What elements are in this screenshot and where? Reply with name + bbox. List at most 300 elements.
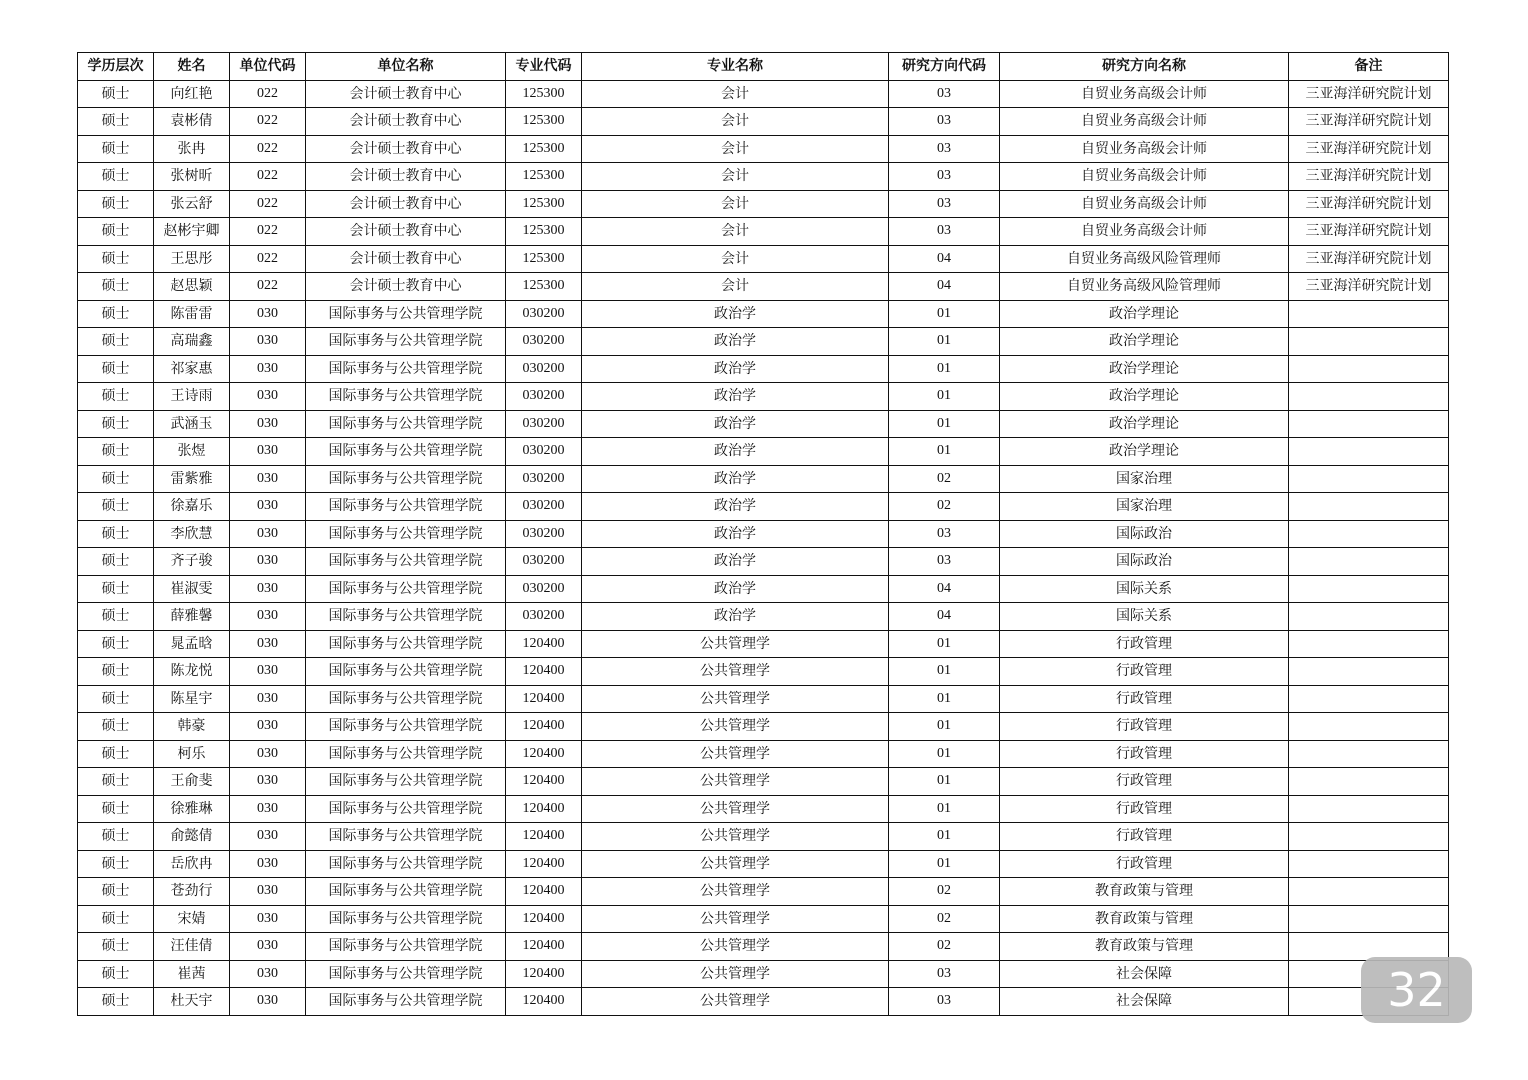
table-cell: 120400 xyxy=(506,740,582,768)
table-cell: 03 xyxy=(889,80,1000,108)
table-cell: 国际事务与公共管理学院 xyxy=(306,685,506,713)
table-cell: 硕士 xyxy=(78,245,154,273)
table-cell: 125300 xyxy=(506,135,582,163)
table-cell: 李欣慧 xyxy=(154,520,230,548)
table-row xyxy=(78,108,1449,136)
table-cell: 硕士 xyxy=(78,713,154,741)
table-cell: 030 xyxy=(230,465,306,493)
table-cell: 硕士 xyxy=(78,905,154,933)
table-cell: 硕士 xyxy=(78,163,154,191)
table-cell: 030 xyxy=(230,685,306,713)
table-cell: 俞懿倩 xyxy=(154,823,230,851)
table-cell: 02 xyxy=(889,493,1000,521)
table-cell: 125300 xyxy=(506,80,582,108)
header-cell: 研究方向名称 xyxy=(1000,53,1289,81)
table-cell: 120400 xyxy=(506,630,582,658)
table-cell: 国际事务与公共管理学院 xyxy=(306,575,506,603)
table-cell: 硕士 xyxy=(78,768,154,796)
table-cell: 030200 xyxy=(506,410,582,438)
table-cell: 硕士 xyxy=(78,603,154,631)
table-cell: 自贸业务高级会计师 xyxy=(1000,218,1289,246)
table-cell: 王思彤 xyxy=(154,245,230,273)
table-cell: 01 xyxy=(889,850,1000,878)
table-cell xyxy=(1289,878,1449,906)
table-cell: 03 xyxy=(889,135,1000,163)
table-cell: 03 xyxy=(889,190,1000,218)
table-cell: 硕士 xyxy=(78,383,154,411)
table-cell: 三亚海洋研究院计划 xyxy=(1289,80,1449,108)
table-cell: 国际事务与公共管理学院 xyxy=(306,465,506,493)
table-cell: 030 xyxy=(230,603,306,631)
table-cell xyxy=(1289,630,1449,658)
table-cell: 030 xyxy=(230,383,306,411)
table-cell: 硕士 xyxy=(78,960,154,988)
table-cell: 自贸业务高级会计师 xyxy=(1000,108,1289,136)
table-cell: 国际事务与公共管理学院 xyxy=(306,410,506,438)
table-cell: 125300 xyxy=(506,245,582,273)
table-row xyxy=(78,685,1449,713)
table-cell: 政治学理论 xyxy=(1000,410,1289,438)
table-cell: 国际政治 xyxy=(1000,520,1289,548)
table-cell: 硕士 xyxy=(78,135,154,163)
table-row xyxy=(78,548,1449,576)
header-cell: 专业代码 xyxy=(506,53,582,81)
table-cell: 公共管理学 xyxy=(582,685,889,713)
table-cell: 硕士 xyxy=(78,80,154,108)
table-cell xyxy=(1289,410,1449,438)
table-row xyxy=(78,658,1449,686)
table-cell: 03 xyxy=(889,163,1000,191)
table-cell: 公共管理学 xyxy=(582,768,889,796)
table-cell: 022 xyxy=(230,80,306,108)
table-cell: 030 xyxy=(230,713,306,741)
table-cell xyxy=(1289,575,1449,603)
table-cell: 硕士 xyxy=(78,795,154,823)
table-cell xyxy=(1289,493,1449,521)
table-cell: 会计 xyxy=(582,108,889,136)
table-cell: 120400 xyxy=(506,933,582,961)
page-number-badge: 32 xyxy=(1361,957,1472,1023)
table-cell: 政治学 xyxy=(582,410,889,438)
table-cell: 国际事务与公共管理学院 xyxy=(306,630,506,658)
table-cell: 三亚海洋研究院计划 xyxy=(1289,245,1449,273)
header-cell: 备注 xyxy=(1289,53,1449,81)
table-cell: 公共管理学 xyxy=(582,630,889,658)
table-cell xyxy=(1289,905,1449,933)
table-cell: 国际事务与公共管理学院 xyxy=(306,823,506,851)
table-cell: 硕士 xyxy=(78,410,154,438)
table-cell: 01 xyxy=(889,355,1000,383)
table-cell: 政治学 xyxy=(582,493,889,521)
table-cell xyxy=(1289,465,1449,493)
table-cell: 政治学 xyxy=(582,548,889,576)
table-cell: 030 xyxy=(230,933,306,961)
table-cell: 030200 xyxy=(506,355,582,383)
table-cell: 政治学 xyxy=(582,438,889,466)
table-row xyxy=(78,575,1449,603)
table-cell: 政治学 xyxy=(582,603,889,631)
table-cell: 行政管理 xyxy=(1000,658,1289,686)
table-cell: 会计 xyxy=(582,245,889,273)
table-cell: 硕士 xyxy=(78,850,154,878)
table-cell: 国际事务与公共管理学院 xyxy=(306,878,506,906)
header-cell: 单位名称 xyxy=(306,53,506,81)
table-cell: 125300 xyxy=(506,190,582,218)
table-cell: 02 xyxy=(889,933,1000,961)
table-cell: 雷紫雅 xyxy=(154,465,230,493)
table-cell: 自贸业务高级会计师 xyxy=(1000,163,1289,191)
table-cell: 030 xyxy=(230,960,306,988)
table-cell: 会计硕士教育中心 xyxy=(306,108,506,136)
table-cell: 赵思颖 xyxy=(154,273,230,301)
table-cell: 会计硕士教育中心 xyxy=(306,163,506,191)
table-cell: 04 xyxy=(889,575,1000,603)
header-row xyxy=(78,53,1449,81)
table-cell: 030200 xyxy=(506,328,582,356)
table-cell: 会计 xyxy=(582,163,889,191)
table-cell: 硕士 xyxy=(78,685,154,713)
admission-list-table xyxy=(77,52,1449,1016)
table-cell: 国际事务与公共管理学院 xyxy=(306,548,506,576)
table-cell: 政治学理论 xyxy=(1000,355,1289,383)
table-cell xyxy=(1289,658,1449,686)
table-cell xyxy=(1289,933,1449,961)
table-cell: 国际事务与公共管理学院 xyxy=(306,493,506,521)
table-cell: 向红艳 xyxy=(154,80,230,108)
table-row xyxy=(78,135,1449,163)
table-cell: 硕士 xyxy=(78,108,154,136)
table-row xyxy=(78,300,1449,328)
table-cell: 国际事务与公共管理学院 xyxy=(306,933,506,961)
table-row xyxy=(78,795,1449,823)
table-cell: 行政管理 xyxy=(1000,850,1289,878)
table-cell: 自贸业务高级会计师 xyxy=(1000,135,1289,163)
table-cell: 自贸业务高级会计师 xyxy=(1000,190,1289,218)
table-cell: 01 xyxy=(889,658,1000,686)
table-cell: 022 xyxy=(230,273,306,301)
table-cell: 袁彬倩 xyxy=(154,108,230,136)
table-cell: 国际事务与公共管理学院 xyxy=(306,768,506,796)
table-cell: 04 xyxy=(889,273,1000,301)
table-cell xyxy=(1289,768,1449,796)
table-cell: 国际事务与公共管理学院 xyxy=(306,355,506,383)
table-cell: 国际政治 xyxy=(1000,548,1289,576)
table-cell xyxy=(1289,823,1449,851)
table-cell: 国际事务与公共管理学院 xyxy=(306,658,506,686)
table-cell: 徐雅琳 xyxy=(154,795,230,823)
table-cell: 02 xyxy=(889,905,1000,933)
table-cell: 会计硕士教育中心 xyxy=(306,190,506,218)
table-row xyxy=(78,768,1449,796)
table-cell: 硕士 xyxy=(78,218,154,246)
table-cell xyxy=(1289,713,1449,741)
table-cell: 政治学 xyxy=(582,520,889,548)
table-row xyxy=(78,163,1449,191)
table-cell: 张树昕 xyxy=(154,163,230,191)
table-cell: 03 xyxy=(889,960,1000,988)
table-cell xyxy=(1289,795,1449,823)
table-cell: 国家治理 xyxy=(1000,465,1289,493)
table-cell: 030 xyxy=(230,878,306,906)
table-cell: 硕士 xyxy=(78,823,154,851)
table-cell xyxy=(1289,383,1449,411)
table-cell: 国际事务与公共管理学院 xyxy=(306,603,506,631)
table-cell: 01 xyxy=(889,630,1000,658)
table-row xyxy=(78,740,1449,768)
table-cell: 国际事务与公共管理学院 xyxy=(306,383,506,411)
table-cell: 030200 xyxy=(506,383,582,411)
table-cell: 125300 xyxy=(506,108,582,136)
table-cell: 硕士 xyxy=(78,520,154,548)
table-cell: 022 xyxy=(230,190,306,218)
table-cell xyxy=(1289,300,1449,328)
table-cell: 政治学 xyxy=(582,355,889,383)
table-cell: 张云舒 xyxy=(154,190,230,218)
table-cell: 崔淑雯 xyxy=(154,575,230,603)
table-cell xyxy=(1289,685,1449,713)
table-cell: 陈龙悦 xyxy=(154,658,230,686)
table-cell: 社会保障 xyxy=(1000,988,1289,1016)
table-cell: 022 xyxy=(230,163,306,191)
table-cell xyxy=(1289,548,1449,576)
table-cell: 会计硕士教育中心 xyxy=(306,245,506,273)
table-cell xyxy=(1289,603,1449,631)
table-row xyxy=(78,438,1449,466)
table-row xyxy=(78,465,1449,493)
table-cell: 三亚海洋研究院计划 xyxy=(1289,273,1449,301)
table-cell: 120400 xyxy=(506,658,582,686)
table-cell: 政治学 xyxy=(582,465,889,493)
table-cell: 120400 xyxy=(506,685,582,713)
table-cell: 120400 xyxy=(506,823,582,851)
header-cell: 学历层次 xyxy=(78,53,154,81)
table-cell: 政治学 xyxy=(582,328,889,356)
table-cell: 行政管理 xyxy=(1000,630,1289,658)
table-cell: 02 xyxy=(889,465,1000,493)
table-cell: 国际事务与公共管理学院 xyxy=(306,713,506,741)
table-cell: 王俞斐 xyxy=(154,768,230,796)
table-cell: 01 xyxy=(889,795,1000,823)
table-cell: 125300 xyxy=(506,163,582,191)
table-cell: 04 xyxy=(889,603,1000,631)
table-cell: 120400 xyxy=(506,988,582,1016)
table-cell: 030200 xyxy=(506,603,582,631)
table-cell: 030200 xyxy=(506,493,582,521)
table-cell: 03 xyxy=(889,108,1000,136)
table-cell: 030 xyxy=(230,740,306,768)
table-cell: 会计 xyxy=(582,218,889,246)
table-cell: 国际事务与公共管理学院 xyxy=(306,960,506,988)
table-cell: 030 xyxy=(230,493,306,521)
table-cell: 三亚海洋研究院计划 xyxy=(1289,163,1449,191)
table-cell: 祁家惠 xyxy=(154,355,230,383)
table-cell: 政治学理论 xyxy=(1000,328,1289,356)
table-cell: 韩豪 xyxy=(154,713,230,741)
table-cell: 02 xyxy=(889,878,1000,906)
table-cell: 晁孟晗 xyxy=(154,630,230,658)
table-cell: 公共管理学 xyxy=(582,795,889,823)
table-cell: 国际事务与公共管理学院 xyxy=(306,740,506,768)
table-row xyxy=(78,823,1449,851)
table-cell: 岳欣冉 xyxy=(154,850,230,878)
table-cell: 030 xyxy=(230,300,306,328)
table-cell: 03 xyxy=(889,520,1000,548)
table-cell: 行政管理 xyxy=(1000,713,1289,741)
table-row xyxy=(78,410,1449,438)
table-cell: 政治学 xyxy=(582,383,889,411)
table-cell: 崔茜 xyxy=(154,960,230,988)
table-cell: 030200 xyxy=(506,438,582,466)
table-row xyxy=(78,988,1449,1016)
table-cell: 社会保障 xyxy=(1000,960,1289,988)
table-row xyxy=(78,80,1449,108)
table-cell: 国际事务与公共管理学院 xyxy=(306,438,506,466)
table-cell: 公共管理学 xyxy=(582,905,889,933)
table-cell: 政治学理论 xyxy=(1000,438,1289,466)
table-cell: 国际关系 xyxy=(1000,603,1289,631)
table-cell: 120400 xyxy=(506,795,582,823)
table-cell: 硕士 xyxy=(78,328,154,356)
header-cell: 专业名称 xyxy=(582,53,889,81)
table-cell: 03 xyxy=(889,218,1000,246)
table-cell: 政治学 xyxy=(582,575,889,603)
table-cell: 国际事务与公共管理学院 xyxy=(306,328,506,356)
table-cell: 国际事务与公共管理学院 xyxy=(306,850,506,878)
table-cell: 硕士 xyxy=(78,355,154,383)
table-cell: 硕士 xyxy=(78,465,154,493)
table-cell: 杜天宇 xyxy=(154,988,230,1016)
table-cell: 030 xyxy=(230,823,306,851)
table-cell: 公共管理学 xyxy=(582,658,889,686)
table-cell: 自贸业务高级风险管理师 xyxy=(1000,245,1289,273)
table-cell: 硕士 xyxy=(78,933,154,961)
table-cell: 030200 xyxy=(506,548,582,576)
table-cell xyxy=(1289,328,1449,356)
table-cell: 武涵玉 xyxy=(154,410,230,438)
table-cell: 01 xyxy=(889,383,1000,411)
table-cell: 120400 xyxy=(506,905,582,933)
table-cell: 徐嘉乐 xyxy=(154,493,230,521)
table-cell: 硕士 xyxy=(78,988,154,1016)
table-cell: 120400 xyxy=(506,850,582,878)
table-cell: 01 xyxy=(889,768,1000,796)
table-cell: 教育政策与管理 xyxy=(1000,933,1289,961)
table-row xyxy=(78,630,1449,658)
table-cell: 陈雷雷 xyxy=(154,300,230,328)
table-row xyxy=(78,933,1449,961)
table-row xyxy=(78,850,1449,878)
table-cell: 03 xyxy=(889,548,1000,576)
table-row xyxy=(78,328,1449,356)
table-cell: 硕士 xyxy=(78,273,154,301)
table-cell: 行政管理 xyxy=(1000,740,1289,768)
table-cell: 030 xyxy=(230,548,306,576)
table-row xyxy=(78,493,1449,521)
table-cell: 公共管理学 xyxy=(582,878,889,906)
table-cell: 三亚海洋研究院计划 xyxy=(1289,218,1449,246)
table-cell: 国际事务与公共管理学院 xyxy=(306,988,506,1016)
table-cell: 022 xyxy=(230,135,306,163)
table-cell: 赵彬宇卿 xyxy=(154,218,230,246)
table-cell: 国际事务与公共管理学院 xyxy=(306,905,506,933)
table-cell: 硕士 xyxy=(78,493,154,521)
table-cell: 030 xyxy=(230,410,306,438)
table-cell: 会计 xyxy=(582,190,889,218)
table-cell: 硕士 xyxy=(78,630,154,658)
table-cell xyxy=(1289,740,1449,768)
table-cell: 030200 xyxy=(506,520,582,548)
table-cell: 政治学理论 xyxy=(1000,300,1289,328)
table-cell: 会计硕士教育中心 xyxy=(306,273,506,301)
table-cell: 国际事务与公共管理学院 xyxy=(306,520,506,548)
table-cell: 国家治理 xyxy=(1000,493,1289,521)
table-cell: 硕士 xyxy=(78,548,154,576)
table-cell: 汪佳倩 xyxy=(154,933,230,961)
table-cell: 030 xyxy=(230,988,306,1016)
table-cell: 张煜 xyxy=(154,438,230,466)
table-cell: 030 xyxy=(230,438,306,466)
table-row xyxy=(78,960,1449,988)
table-cell: 三亚海洋研究院计划 xyxy=(1289,135,1449,163)
table-cell: 会计 xyxy=(582,273,889,301)
table-cell: 张冉 xyxy=(154,135,230,163)
table-cell: 国际事务与公共管理学院 xyxy=(306,300,506,328)
table-body xyxy=(78,80,1449,1015)
table-cell: 01 xyxy=(889,300,1000,328)
table-cell: 自贸业务高级会计师 xyxy=(1000,80,1289,108)
table-cell: 125300 xyxy=(506,273,582,301)
table-row xyxy=(78,383,1449,411)
table-cell: 022 xyxy=(230,218,306,246)
table-cell xyxy=(1289,355,1449,383)
table-cell: 030 xyxy=(230,905,306,933)
table-cell: 薛雅馨 xyxy=(154,603,230,631)
table-cell: 硕士 xyxy=(78,740,154,768)
table-cell xyxy=(1289,850,1449,878)
table-row xyxy=(78,603,1449,631)
table-cell: 030200 xyxy=(506,300,582,328)
table-cell: 030 xyxy=(230,355,306,383)
table-cell: 120400 xyxy=(506,768,582,796)
table-cell: 硕士 xyxy=(78,300,154,328)
table-cell: 会计 xyxy=(582,80,889,108)
table-row xyxy=(78,355,1449,383)
table-cell: 行政管理 xyxy=(1000,768,1289,796)
table-cell: 硕士 xyxy=(78,190,154,218)
table-cell: 政治学理论 xyxy=(1000,383,1289,411)
header-cell: 单位代码 xyxy=(230,53,306,81)
table-cell: 国际事务与公共管理学院 xyxy=(306,795,506,823)
table-row xyxy=(78,245,1449,273)
table-cell: 硕士 xyxy=(78,878,154,906)
table-cell: 030 xyxy=(230,850,306,878)
table-cell xyxy=(1289,520,1449,548)
table-row xyxy=(78,520,1449,548)
table-cell: 120400 xyxy=(506,713,582,741)
table-cell: 公共管理学 xyxy=(582,713,889,741)
table-cell: 030200 xyxy=(506,575,582,603)
table-cell: 公共管理学 xyxy=(582,960,889,988)
table-cell: 行政管理 xyxy=(1000,795,1289,823)
table-cell: 国际关系 xyxy=(1000,575,1289,603)
table-cell: 120400 xyxy=(506,960,582,988)
table-cell: 自贸业务高级风险管理师 xyxy=(1000,273,1289,301)
table-cell: 030200 xyxy=(506,465,582,493)
table-cell: 01 xyxy=(889,713,1000,741)
table-cell: 会计硕士教育中心 xyxy=(306,80,506,108)
table-cell: 会计 xyxy=(582,135,889,163)
table-cell: 高瑞鑫 xyxy=(154,328,230,356)
